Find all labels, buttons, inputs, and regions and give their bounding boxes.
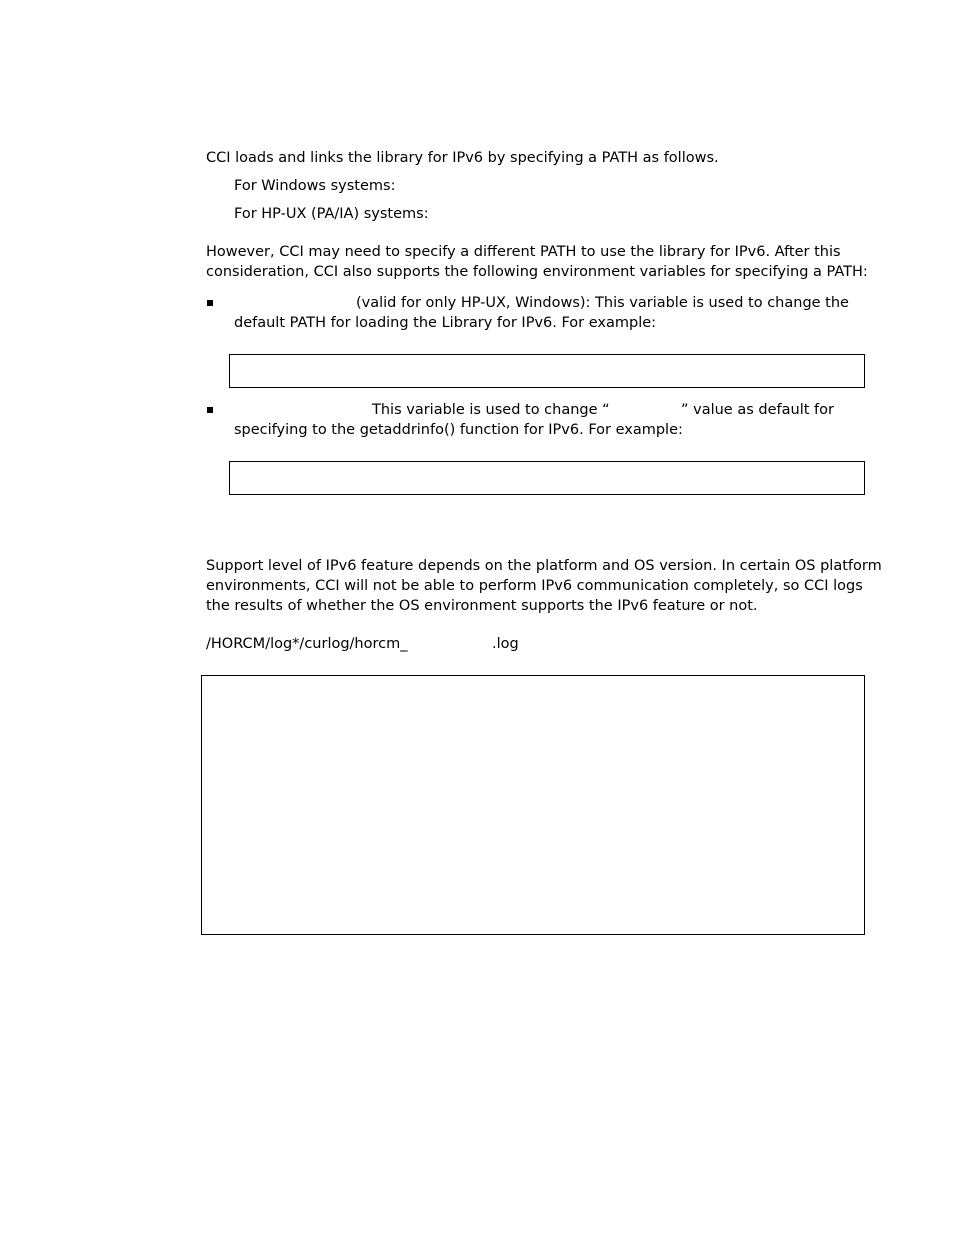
bullet-marker-1: [207, 300, 213, 306]
bullet1-line-2: default PATH for loading the Library for IPv6. For example:: [234, 315, 657, 331]
support-line-1: Support level of IPv6 feature depends on the platform and OS version. In certain OS platform: [206, 558, 882, 574]
bullet-marker-2: [207, 407, 213, 413]
intro-text: CCI loads and links the library for IPv6 by specifying a PATH as follows.: [206, 150, 719, 166]
log-output-box: [201, 675, 865, 935]
windows-systems-label: For Windows systems:: [234, 178, 396, 194]
log-path-prefix: /HORCM/log*/curlog/horcm_: [206, 636, 408, 652]
support-line-2: environments, CCI will not be able to perform IPv6 communication completely, so CCI logs: [206, 578, 863, 594]
however-line-1: However, CCI may need to specify a different PATH to use the library for IPv6. After this: [206, 244, 841, 260]
support-line-3: the results of whether the OS environment supports the IPv6 feature or not.: [206, 598, 758, 614]
however-line-2: consideration, CCI also supports the following environment variables for specifying a PATH:: [206, 264, 868, 280]
example-box-1: [229, 354, 865, 388]
hpux-systems-label: For HP-UX (PA/IA) systems:: [234, 206, 429, 222]
bullet1-line-1: (valid for only HP-UX, Windows): This variable is used to change the: [356, 295, 849, 311]
bullet2-line-2: specifying to the getaddrinfo() function for IPv6. For example:: [234, 422, 683, 438]
bullet2-line-1-part-b: ” value as default for: [681, 402, 834, 418]
log-path-suffix: .log: [492, 636, 519, 652]
bullet2-line-1-part-a: This variable is used to change “: [372, 402, 610, 418]
example-box-2: [229, 461, 865, 495]
